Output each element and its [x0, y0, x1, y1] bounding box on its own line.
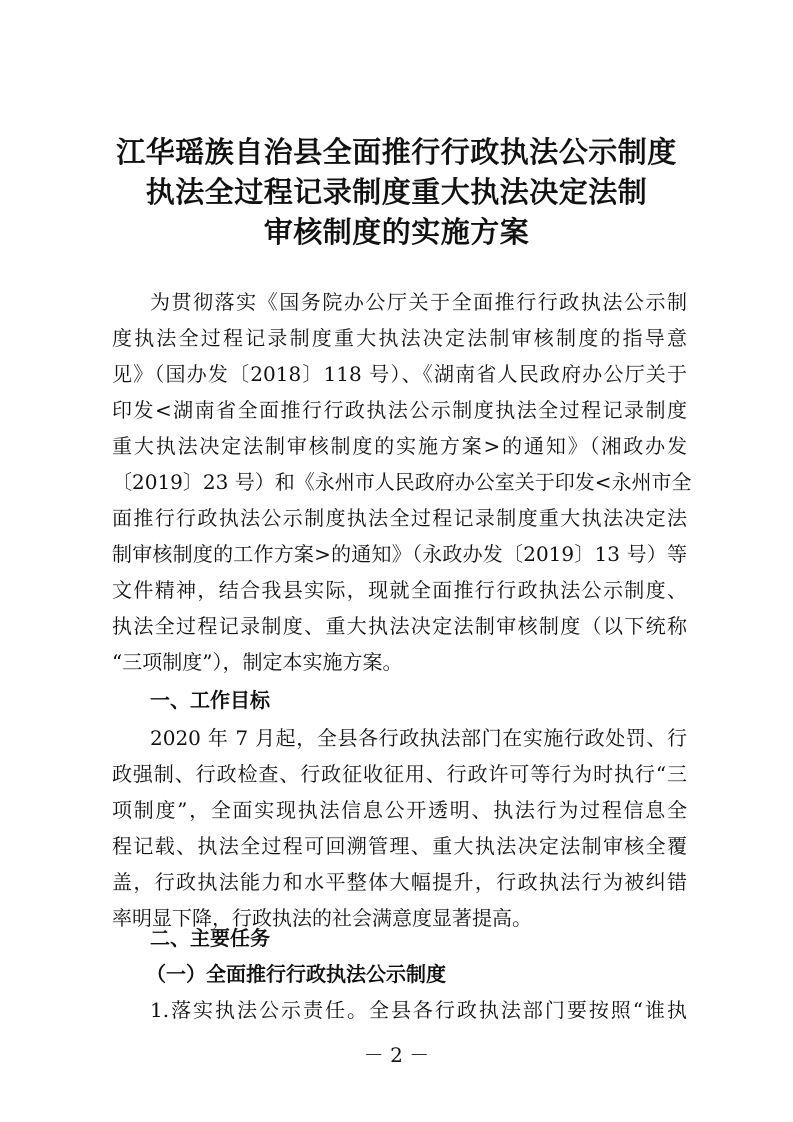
intro-paragraph-line: 文件精神，结合我县实际，现就全面推行行政执法公示制度、: [112, 578, 687, 602]
page-number: － 2 －: [363, 1043, 430, 1067]
document-title-line-3: 审核制度的实施方案: [263, 215, 530, 249]
intro-paragraph-line: 面推行行政执法公示制度执法全过程记录制度重大执法决定法: [112, 506, 687, 530]
intro-paragraph-line: 见》（国办发〔2018〕118 号）、《湖南省人民政府办公厅关于: [112, 362, 687, 386]
goals-paragraph-line: 政强制、行政检查、行政征收征用、行政许可等行为时执行“三: [112, 762, 687, 786]
task-item-line: 1.落实执法公示责任。全县各行政执法部门要按照“谁执: [150, 998, 687, 1022]
goals-paragraph-line: 2020 年 7 月起，全县各行政执法部门在实施行政处罚、行: [150, 726, 687, 750]
document-title-line-2: 执法全过程记录制度重大执法决定法制: [145, 175, 648, 209]
goals-paragraph-line: 盖，行政执法能力和水平整体大幅提升，行政执法行为被纠错: [112, 870, 687, 894]
section-heading-goals: 一、工作目标: [150, 688, 270, 712]
intro-paragraph-line: 〔2019〕23 号）和《永州市人民政府办公室关于印发<永州市全: [112, 470, 692, 494]
intro-paragraph-line: 重大执法决定法制审核制度的实施方案>的通知》（湘政办发: [112, 434, 687, 458]
intro-paragraph-line: 为贯彻落实《国务院办公厅关于全面推行行政执法公示制: [150, 290, 687, 314]
intro-paragraph-line: 印发<湖南省全面推行行政执法公示制度执法全过程记录制度: [112, 398, 687, 422]
section-heading-tasks: 二、主要任务: [150, 926, 270, 950]
intro-paragraph-line: “三项制度”），制定本实施方案。: [112, 650, 403, 674]
goals-paragraph-line: 率明显下降，行政执法的社会满意度显著提高。: [112, 906, 532, 930]
goals-paragraph-line: 程记载、执法全过程可回溯管理、重大执法决定法制审核全覆: [112, 834, 687, 858]
intro-paragraph-line: 度执法全过程记录制度重大执法决定法制审核制度的指导意: [112, 326, 687, 350]
subsection-heading-disclosure: （一）全面推行行政执法公示制度: [146, 962, 446, 986]
goals-paragraph-line: 项制度”，全面实现执法信息公开透明、执法行为过程信息全: [112, 798, 687, 822]
intro-paragraph-line: 制审核制度的工作方案>的通知》（永政办发〔2019〕13 号）等: [112, 542, 687, 566]
document-title-line-1: 江华瑶族自治县全面推行行政执法公示制度: [116, 135, 677, 169]
intro-paragraph-line: 执法全过程记录制度、重大执法决定法制审核制度（以下统称: [112, 614, 687, 638]
